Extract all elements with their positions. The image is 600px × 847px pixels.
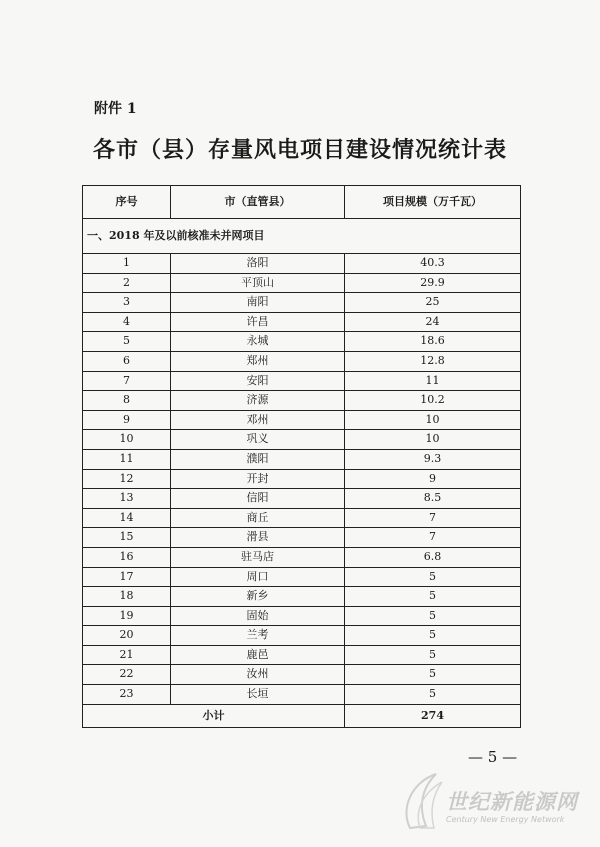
cell-serial-number: 4: [83, 312, 171, 332]
table-row: [83, 332, 521, 352]
cell-serial-number: 5: [83, 332, 171, 352]
cell-serial-number: 10: [83, 430, 171, 450]
cell-project-scale: 6.8: [345, 547, 521, 567]
table-row: [83, 508, 521, 528]
cell-serial-number: 22: [83, 665, 171, 685]
cell-project-scale: 5: [345, 606, 521, 626]
cell-project-scale: 10.2: [345, 391, 521, 411]
cell-city: 周口: [171, 567, 345, 587]
table-row: [83, 293, 521, 313]
cell-serial-number: 16: [83, 547, 171, 567]
header-city: 市（直管县）: [171, 186, 345, 219]
cell-city: 兰考: [171, 626, 345, 646]
cell-project-scale: 5: [345, 665, 521, 685]
cell-city: 平顶山: [171, 273, 345, 293]
cell-project-scale: 24: [345, 312, 521, 332]
cell-serial-number: 2: [83, 273, 171, 293]
cell-city: 滑县: [171, 528, 345, 548]
cell-project-scale: 7: [345, 528, 521, 548]
cell-serial-number: 12: [83, 469, 171, 489]
cell-serial-number: 13: [83, 489, 171, 509]
table-row: [83, 312, 521, 332]
table-row: [83, 547, 521, 567]
cell-serial-number: 6: [83, 351, 171, 371]
cell-city: 巩义: [171, 430, 345, 450]
cell-city: 许昌: [171, 312, 345, 332]
table-row: [83, 254, 521, 274]
cell-city: 济源: [171, 391, 345, 411]
table-row: [83, 645, 521, 665]
section-row: [83, 219, 521, 254]
table-row: [83, 351, 521, 371]
table-header-row: [83, 186, 521, 219]
table-row: [83, 273, 521, 293]
cell-serial-number: 1: [83, 254, 171, 274]
total-value: 274: [345, 704, 521, 727]
table-row: [83, 567, 521, 587]
table-row: [83, 469, 521, 489]
cell-city: 南阳: [171, 293, 345, 313]
cell-city: 信阳: [171, 489, 345, 509]
watermark-subtext: Century New Energy Network: [446, 815, 565, 824]
cell-project-scale: 18.6: [345, 332, 521, 352]
table-row: [83, 410, 521, 430]
table-row: [83, 606, 521, 626]
table-row: [83, 587, 521, 607]
cell-serial-number: 17: [83, 567, 171, 587]
cell-city: 永城: [171, 332, 345, 352]
cell-project-scale: 8.5: [345, 489, 521, 509]
cell-serial-number: 9: [83, 410, 171, 430]
cell-city: 郑州: [171, 351, 345, 371]
cell-serial-number: 15: [83, 528, 171, 548]
cell-project-scale: 5: [345, 587, 521, 607]
cell-project-scale: 10: [345, 410, 521, 430]
cell-serial-number: 14: [83, 508, 171, 528]
table-row: [83, 665, 521, 685]
total-label: 小计: [83, 704, 345, 727]
cell-serial-number: 23: [83, 685, 171, 705]
cell-project-scale: 11: [345, 371, 521, 391]
watermark-swirl-icon: [406, 774, 436, 828]
cell-city: 安阳: [171, 371, 345, 391]
table-row: [83, 430, 521, 450]
cell-city: 洛阳: [171, 254, 345, 274]
cell-serial-number: 20: [83, 626, 171, 646]
cell-serial-number: 8: [83, 391, 171, 411]
cell-city: 新乡: [171, 587, 345, 607]
cell-project-scale: 40.3: [345, 254, 521, 274]
cell-project-scale: 5: [345, 567, 521, 587]
cell-project-scale: 5: [345, 685, 521, 705]
page-number: — 5 —: [468, 748, 518, 766]
cell-project-scale: 5: [345, 645, 521, 665]
cell-city: 鹿邑: [171, 645, 345, 665]
header-project-scale: 项目规模（万千瓦）: [345, 186, 521, 219]
total-row: [83, 704, 521, 727]
cell-project-scale: 25: [345, 293, 521, 313]
cell-serial-number: 7: [83, 371, 171, 391]
table-row: [83, 626, 521, 646]
cell-city: 汝州: [171, 665, 345, 685]
cell-city: 濮阳: [171, 449, 345, 469]
cell-project-scale: 9.3: [345, 449, 521, 469]
cell-serial-number: 21: [83, 645, 171, 665]
statistics-table: [82, 185, 521, 728]
table-row: [83, 685, 521, 705]
page-title: 各市（县）存量风电项目建设情况统计表: [92, 137, 507, 163]
cell-project-scale: 10: [345, 430, 521, 450]
table-row: [83, 528, 521, 548]
watermark-text: 世纪新能源网: [446, 790, 578, 814]
cell-project-scale: 5: [345, 626, 521, 646]
attachment-label: 附件 1: [94, 101, 137, 117]
table-row: [83, 371, 521, 391]
table-row: [83, 489, 521, 509]
table-row: [83, 449, 521, 469]
table-row: [83, 391, 521, 411]
cell-city: 邓州: [171, 410, 345, 430]
cell-project-scale: 9: [345, 469, 521, 489]
header-serial-number: 序号: [83, 186, 171, 219]
cell-serial-number: 18: [83, 587, 171, 607]
cell-project-scale: 29.9: [345, 273, 521, 293]
cell-city: 商丘: [171, 508, 345, 528]
cell-city: 固始: [171, 606, 345, 626]
cell-city: 驻马店: [171, 547, 345, 567]
cell-city: 开封: [171, 469, 345, 489]
cell-serial-number: 11: [83, 449, 171, 469]
cell-project-scale: 12.8: [345, 351, 521, 371]
cell-city: 长垣: [171, 685, 345, 705]
cell-serial-number: 3: [83, 293, 171, 313]
cell-serial-number: 19: [83, 606, 171, 626]
cell-project-scale: 7: [345, 508, 521, 528]
section-title: 一、2018 年及以前核准未并网项目: [83, 219, 521, 254]
